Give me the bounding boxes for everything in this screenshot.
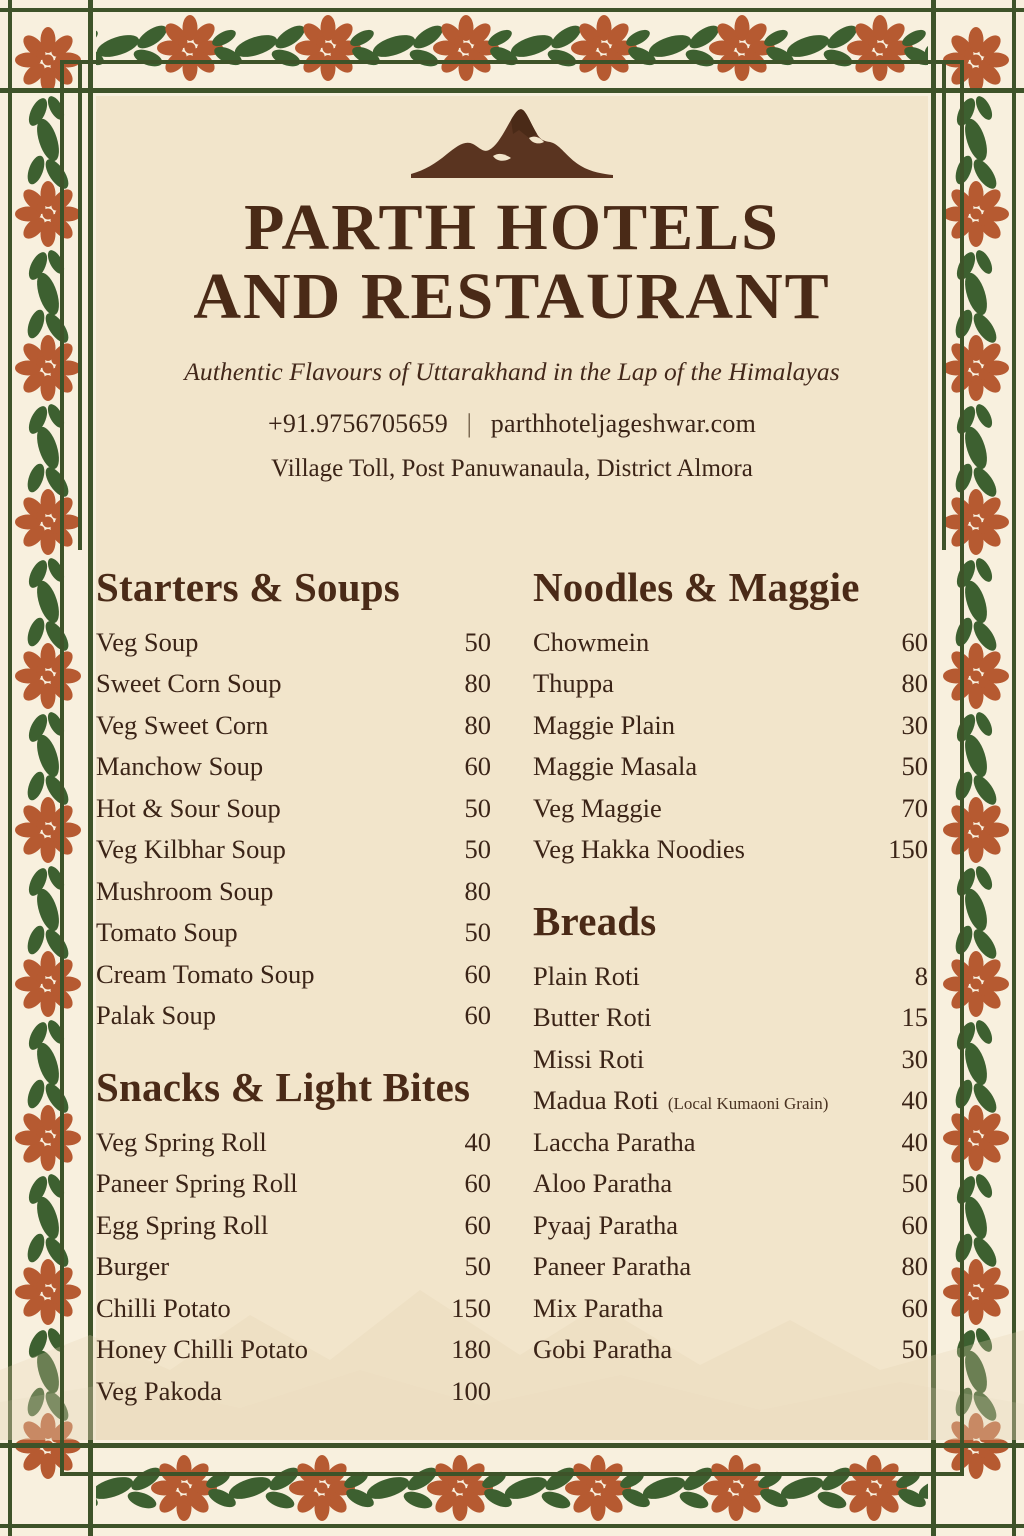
menu-item [533, 1038, 928, 1080]
menu-item-name: Chilli Potato [96, 1292, 231, 1323]
menu-item-price: 100 [451, 1375, 491, 1406]
menu-item-name: Maggie Plain [533, 709, 676, 740]
menu-item-name: Palak Soup [96, 1000, 216, 1031]
menu-item-price: 60 [901, 1209, 928, 1240]
menu-section [533, 900, 928, 1370]
menu-item-name: Aloo Paratha [533, 1168, 673, 1199]
website-url[interactable]: parthhoteljageshwar.com [490, 408, 757, 438]
menu-item-name: Paneer Spring Roll [96, 1168, 298, 1199]
menu-item [533, 663, 928, 705]
menu-item-name: Hot & Sour Soup [96, 792, 281, 823]
menu-item-name: Mix Paratha [533, 1292, 664, 1323]
contact-separator: | [466, 408, 473, 438]
menu-section [96, 566, 491, 1036]
menu-section [96, 1066, 491, 1412]
menu-item-price: 50 [464, 1251, 491, 1282]
menu-column-left [96, 566, 491, 1412]
menu-item-name: Cream Tomato Soup [96, 958, 315, 989]
menu-item [96, 621, 491, 663]
section-title: Breads [533, 898, 657, 945]
menu-item-price: 60 [464, 751, 491, 782]
menu-item [533, 955, 928, 997]
menu-item [96, 912, 491, 954]
menu-item [96, 1121, 491, 1163]
tagline: Authentic Flavours of Uttarakhand in the Lap of the Himalayas [184, 356, 840, 386]
menu-item [533, 1080, 928, 1122]
menu-item-price: 80 [464, 875, 491, 906]
menu-item-price: 60 [464, 1209, 491, 1240]
menu-item-name: Manchow Soup [96, 751, 264, 782]
menu-item [96, 704, 491, 746]
menu-item-price: 60 [901, 1292, 928, 1323]
menu-item-price: 60 [901, 626, 928, 657]
menu-item [533, 746, 928, 788]
menu-item-price: 50 [464, 626, 491, 657]
contact-line [96, 409, 928, 439]
menu-item-name: Thuppa [533, 668, 614, 699]
menu-item-name: Paneer Paratha [533, 1251, 692, 1282]
menu-item-list [96, 621, 491, 1036]
menu-item [96, 746, 491, 788]
menu-item-name: Tomato Soup [96, 917, 238, 948]
menu-item-name: Veg Spring Roll [96, 1126, 267, 1157]
menu-column-right [533, 566, 928, 1412]
menu-item-name: Pyaaj Paratha [533, 1209, 678, 1240]
menu-item-name: Veg Maggie [533, 792, 662, 823]
menu-item [533, 787, 928, 829]
menu-item [96, 1370, 491, 1412]
menu-item-price: 50 [464, 917, 491, 948]
menu-item [96, 787, 491, 829]
menu-item [96, 1163, 491, 1205]
menu-item [533, 1121, 928, 1163]
menu-item-price: 8 [914, 960, 928, 991]
menu-item-price: 15 [901, 1002, 928, 1033]
menu-item-price: 40 [464, 1126, 491, 1157]
menu-item-name: Chowmein [533, 626, 650, 657]
menu-item [533, 1246, 928, 1288]
menu-item-name: Veg Hakka Noodies [533, 834, 745, 865]
menu-item-price: 150 [451, 1292, 491, 1323]
menu-item-price: 80 [901, 668, 928, 699]
menu-item-price: 50 [901, 751, 928, 782]
menu-item-name: Veg Soup [96, 626, 199, 657]
menu-item-price: 80 [464, 709, 491, 740]
menu-item [96, 1287, 491, 1329]
menu-item-price: 180 [451, 1334, 491, 1365]
menu-item-price: 80 [901, 1251, 928, 1282]
menu-item-price: 50 [901, 1168, 928, 1199]
menu-item-price: 50 [464, 834, 491, 865]
menu-item-list [533, 955, 928, 1370]
section-title: Starters & Soups [96, 564, 400, 610]
menu-item-name: Veg Kilbhar Soup [96, 834, 286, 865]
menu-item-name: Madua Roti [533, 1085, 659, 1116]
menu-item-name: Mushroom Soup [96, 875, 274, 906]
menu-item [533, 1204, 928, 1246]
menu-item [96, 1204, 491, 1246]
menu-item-price: 60 [464, 1168, 491, 1199]
menu-item-name: Gobi Paratha [533, 1334, 673, 1365]
menu-item [96, 870, 491, 912]
menu-item [96, 663, 491, 705]
menu-item-name: Plain Roti [533, 960, 640, 991]
menu-item [533, 1287, 928, 1329]
menu-item-name: Honey Chilli Potato [96, 1334, 308, 1365]
menu-item-price: 80 [464, 668, 491, 699]
masthead [96, 104, 928, 483]
menu-item-note: (Local Kumaoni Grain) [667, 1094, 829, 1114]
menu-item [96, 1246, 491, 1288]
menu-item [533, 621, 928, 663]
menu-item [96, 1329, 491, 1371]
menu-item-price: 60 [464, 1000, 491, 1031]
menu-section [533, 566, 928, 870]
menu-item-price: 30 [901, 1043, 928, 1074]
menu-item-price: 150 [888, 834, 928, 865]
restaurant-name-line1: PARTH HOTELS [244, 191, 780, 264]
menu-columns [96, 566, 928, 1412]
section-title: Snacks & Light Bites [96, 1064, 471, 1111]
menu-item-list [533, 621, 928, 870]
menu-item-name: Sweet Corn Soup [96, 668, 282, 699]
menu-item-price: 30 [901, 709, 928, 740]
menu-item-name: Veg Sweet Corn [96, 709, 269, 740]
menu-item [533, 1329, 928, 1371]
menu-item-name: Egg Spring Roll [96, 1209, 269, 1240]
menu-item [96, 829, 491, 871]
menu-item-price: 70 [901, 792, 928, 823]
menu-item [533, 997, 928, 1039]
menu-item [533, 829, 928, 871]
menu-item-name: Veg Pakoda [96, 1375, 222, 1406]
menu-item-name: Butter Roti [533, 1002, 652, 1033]
section-title: Noodles & Maggie [533, 564, 860, 610]
menu-item [96, 995, 491, 1037]
address-line: Village Toll, Post Panuwanaula, District Almora [271, 454, 753, 482]
menu-item-price: 40 [901, 1126, 928, 1157]
menu-item-name: Missi Roti [533, 1043, 645, 1074]
menu-item-list [96, 1121, 491, 1412]
menu-item-price: 50 [464, 792, 491, 823]
menu-item-price: 60 [464, 958, 491, 989]
restaurant-name-line2: AND RESTAURANT [193, 260, 831, 334]
menu-item-name: Maggie Masala [533, 751, 698, 782]
menu-item-price: 40 [901, 1085, 928, 1116]
menu-item [533, 704, 928, 746]
menu-item [533, 1163, 928, 1205]
menu-item-price: 50 [901, 1334, 928, 1365]
menu-item-name: Laccha Paratha [533, 1126, 696, 1157]
menu-item-name: Burger [96, 1251, 170, 1282]
menu-item [96, 953, 491, 995]
phone-number[interactable]: +91.9756705659 [267, 408, 448, 438]
mountain-icon [407, 104, 617, 180]
